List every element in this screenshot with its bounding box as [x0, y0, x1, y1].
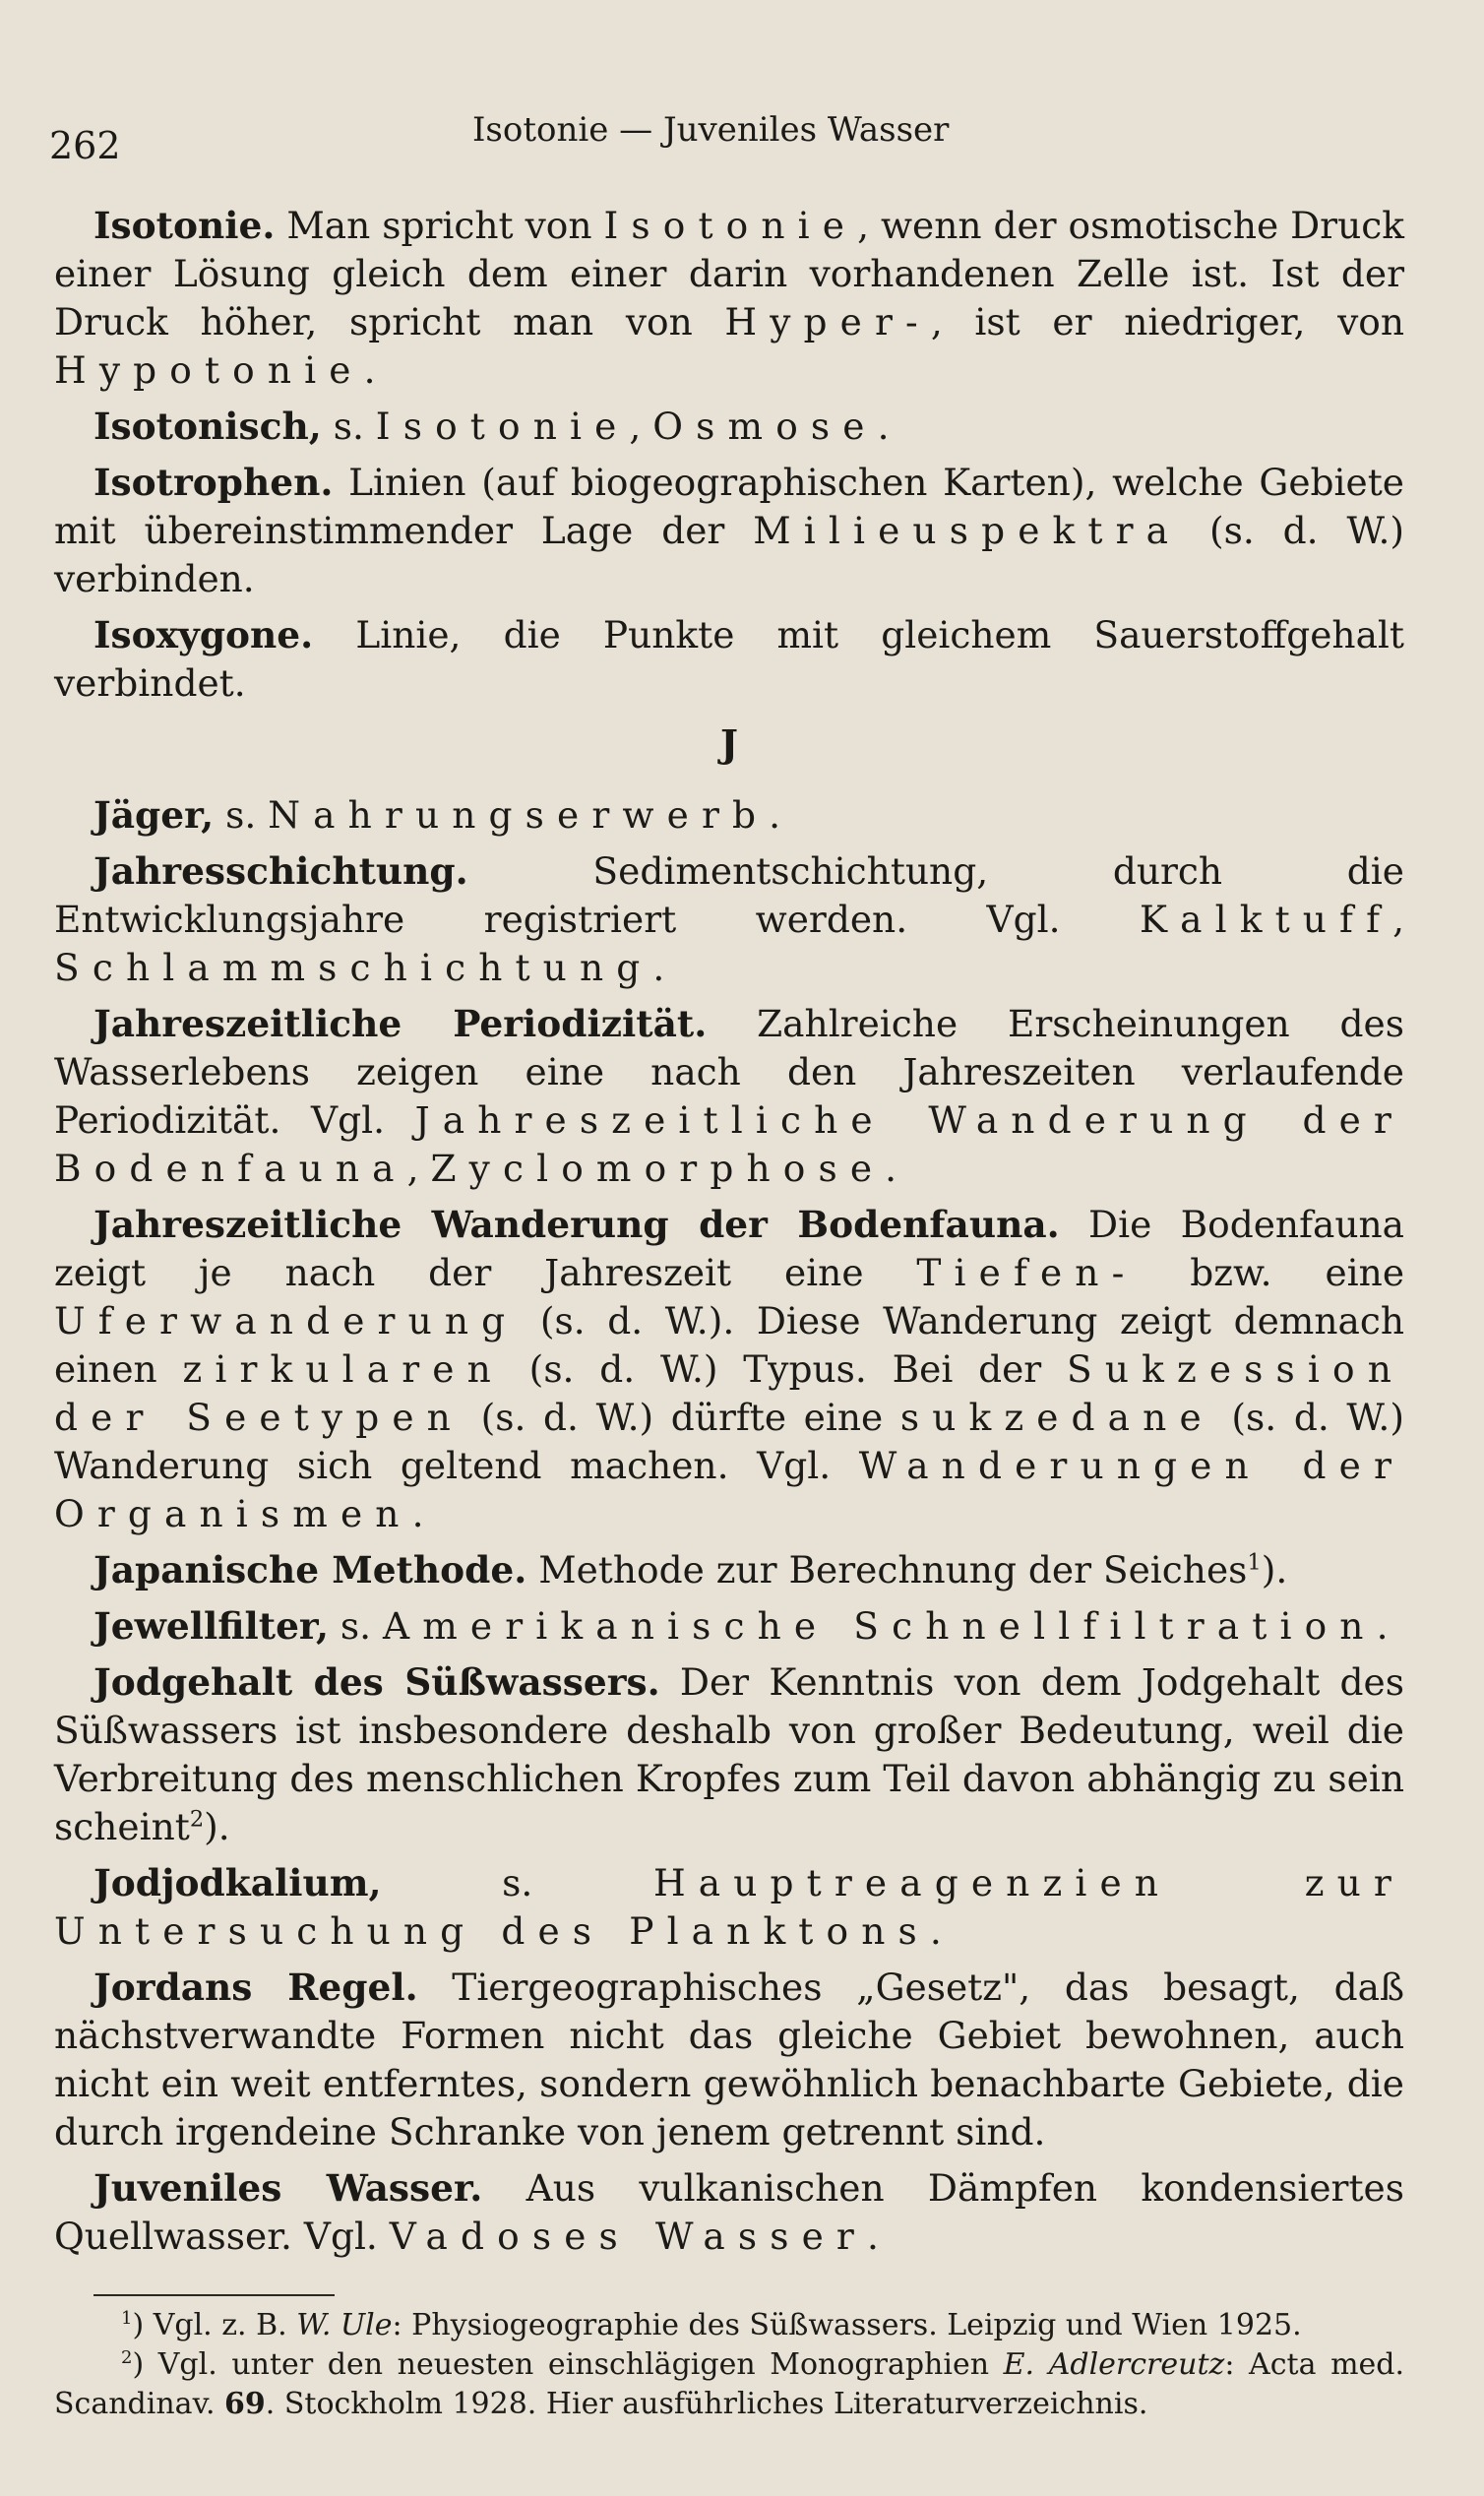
text: Die Bodenfauna zeigt je nach der Jahreszeit eine [54, 1203, 1404, 1294]
text: . [929, 1909, 942, 1953]
text: (s. d. W.) verbinden. [54, 509, 1405, 600]
text: (s. d. W.) Wanderung sich geltend machen. Vgl. [54, 1396, 1404, 1487]
entry-jaeger [54, 791, 1404, 840]
footnote-number: 1 [121, 2308, 133, 2329]
entry-jahreszeitliche-wanderung [54, 1201, 1404, 1538]
lemma: Isotonie. [93, 204, 276, 247]
text: . [363, 348, 376, 392]
text: . [885, 1147, 897, 1190]
page-header [49, 110, 1407, 167]
footnote-2 [54, 2345, 1404, 2424]
term: sukzedane [899, 1396, 1214, 1439]
text: (s. d. W.) dürfte eine [463, 1396, 900, 1439]
text: ). [1261, 1548, 1288, 1591]
entry-jodjodkalium [54, 1859, 1404, 1956]
lemma: Isoxygone. [93, 613, 314, 656]
entry-jordans-regel [54, 1964, 1404, 2156]
text: s. [381, 1861, 653, 1904]
entry-juveniles-wasser [54, 2164, 1404, 2261]
entry-isotonisch [54, 403, 1404, 451]
lemma: Japanische Methode. [93, 1548, 527, 1591]
lemma: Jodjodkalium, [93, 1861, 382, 1904]
entry-isotrophen [54, 459, 1404, 603]
text: . [769, 793, 781, 837]
entry-jodgehalt [54, 1658, 1404, 1851]
author: W. Ule [296, 2308, 393, 2342]
text: Man spricht von [275, 204, 604, 247]
term: Tiefen- [916, 1251, 1138, 1294]
term: Osmose [652, 405, 878, 448]
running-title: Isotonie — Juveniles Wasser [472, 110, 950, 150]
lemma: Jahresschichtung. [93, 849, 468, 893]
lemma: Isotrophen. [93, 461, 334, 504]
lemma: Jäger, [93, 793, 215, 837]
text: Sedimentschichtung, durch die Entwicklungsjahre registriert werden. Vgl. [54, 849, 1404, 941]
text: bzw. eine [1137, 1251, 1405, 1294]
term: Hyper- [724, 300, 931, 343]
text: , ist er niedriger, von [930, 300, 1404, 343]
term: Kalktuff [1140, 898, 1393, 941]
text: , [406, 1147, 431, 1190]
text: : Acta med. Scandinav. [54, 2347, 1405, 2421]
text: ) Vgl. z. B. [132, 2308, 297, 2342]
text: Methode zur Berechnung der Seiches [526, 1548, 1248, 1591]
text: (s. d. W.) Typus. Bei der [503, 1347, 1068, 1391]
entry-isoxygone [54, 611, 1404, 708]
text: Zahlreiche Erscheinungen des Wasserlebens zeigen eine nach den Jahreszeiten verlaufende Periodizität. Vgl. [54, 1002, 1404, 1142]
text: s. [329, 1604, 384, 1648]
term: Milieuspektra [753, 509, 1182, 552]
term: Hauptreagenzien zur Untersuchung des Planktons [54, 1861, 1404, 1953]
section-letter: J [720, 721, 738, 766]
text: s. [321, 405, 376, 448]
page-number: 262 [49, 124, 121, 167]
text: . Stockholm 1928. Hier ausführliches Literaturverzeichnis. [265, 2387, 1148, 2421]
text: . [652, 946, 665, 989]
text: Linien (auf biogeographischen Karten), welche Gebiete mit übereinstimmender Lage der [54, 461, 1404, 552]
text: Tiergeographisches „Gesetz", das besagt, daß nächstverwandte Formen nicht das gleiche Gebiet bewohnen, auch nicht ein weit entferntes, sondern gewöhnlich benachbarte Gebiete, die durch irgendeine Schranke von jenem getrennt sind. [54, 1966, 1404, 2153]
entry-jahresschichtung [54, 847, 1404, 992]
text: (s. d. W.). Diese Wanderung zeigt demnach einen [54, 1299, 1404, 1391]
entry-jahreszeitliche-periodizitaet [54, 1000, 1404, 1193]
term: Jahreszeitliche Wanderung der Bodenfauna [54, 1098, 1404, 1190]
text: , [629, 405, 653, 448]
entry-isotonie [54, 202, 1404, 395]
lemma: Jewellfilter, [93, 1604, 330, 1648]
text: ) Vgl. unter den neuesten einschlägigen Monographien [132, 2347, 1004, 2382]
footnote-marker: 2 [189, 1806, 205, 1833]
lemma: Jahreszeitliche Periodizität. [93, 1002, 708, 1045]
term: Hypotonie [54, 348, 364, 392]
term: Isotonie [603, 204, 858, 247]
text: , [1392, 898, 1404, 941]
lemma: Isotonisch, [93, 405, 322, 448]
footnote-number: 2 [121, 2347, 133, 2368]
text: . [1376, 1604, 1389, 1648]
text: : Physiogeographie des Süßwassers. Leipzig und Wien 1925. [392, 2308, 1302, 2342]
text: Der Kenntnis von dem Jodgehalt des Süßwassers ist insbesondere deshalb von großer Bedeutung, weil die Verbreitung des menschlichen Kropfes zum Teil davon abhängig zu sein scheint [54, 1660, 1404, 1848]
page-body [54, 202, 1404, 2424]
term: Vadoses Wasser [389, 2215, 867, 2258]
text: Linie, die Punkte mit gleichem Sauerstoffgehalt verbindet. [54, 613, 1404, 705]
text: ). [204, 1805, 230, 1848]
lemma: Jodgehalt des Süßwassers. [93, 1660, 660, 1704]
term: zirkularen [182, 1347, 504, 1391]
footnote-rule [93, 2294, 335, 2296]
lemma: Juveniles Wasser. [93, 2166, 483, 2210]
author: E. Adlercreutz [1003, 2347, 1225, 2382]
term: Wanderungen der Organismen [54, 1444, 1404, 1535]
term: Zyclomorphose [430, 1147, 886, 1190]
term: Nahrungserwerb [268, 793, 770, 837]
text: . [411, 1492, 424, 1535]
entry-jewellfilter [54, 1602, 1404, 1651]
term: Schlammschichtung [54, 946, 653, 989]
term: Uferwanderung [54, 1299, 519, 1342]
text: . [877, 405, 890, 448]
footnote-1 [54, 2306, 1404, 2345]
volume: 69 [224, 2387, 266, 2421]
text: s. [214, 793, 269, 837]
lemma: Jahreszeitliche Wanderung der Bodenfauna. [93, 1203, 1060, 1246]
text: Aus vulkanischen Dämpfen kondensiertes Quellwasser. Vgl. [54, 2166, 1404, 2258]
entry-japanische-methode [54, 1546, 1404, 1594]
text: , wenn der osmotische Druck einer Lösung gleich dem einer darin vorhandenen Zelle ist. Ist der Druck höher, spricht man von [54, 204, 1404, 343]
term: Amerikanische Schnellfiltration [383, 1604, 1377, 1648]
footnote-marker: 1 [1247, 1549, 1262, 1576]
term: Sukzession der Seetypen [54, 1347, 1404, 1439]
term: Isotonie [375, 405, 630, 448]
lemma: Jordans Regel. [93, 1966, 418, 2009]
text: . [866, 2215, 879, 2258]
